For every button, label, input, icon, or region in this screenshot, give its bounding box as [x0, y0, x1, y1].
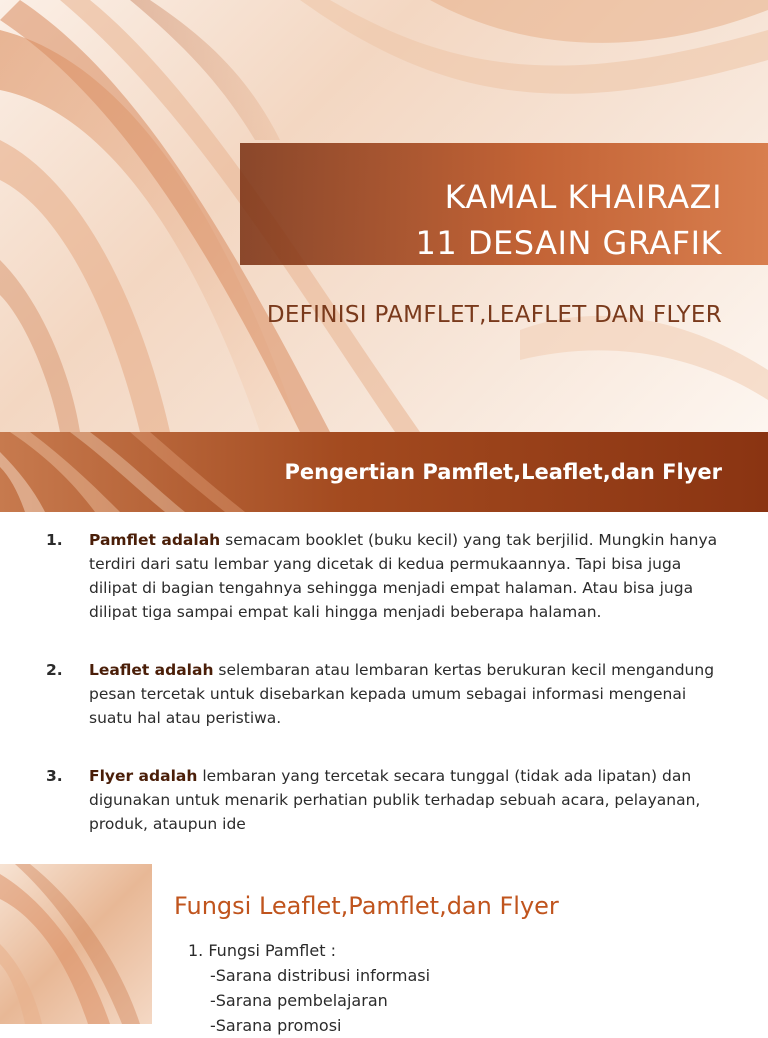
item-number: 1.: [46, 531, 63, 549]
slide-header: [0, 432, 768, 512]
item-description: selembaran atau lembaran kertas berukuran kecil mengandung pesan tercetak untuk disebarkan kepada umum sebagai informasi mengenai suatu hal atau peristiwa.: [89, 661, 715, 727]
list-item: -Sarana distribusi informasi: [210, 966, 431, 985]
list-item: [46, 528, 722, 624]
slide-title: Pengertian Pamflet,Leaflet,dan Flyer: [284, 460, 722, 484]
side-swirl-decoration: [0, 864, 152, 1024]
class-name: 11 DESAIN GRAFIK: [415, 224, 722, 262]
list-heading: 1. Fungsi Pamflet :: [188, 941, 336, 960]
item-number: 3.: [46, 767, 63, 785]
list-item: [46, 658, 722, 730]
slide-title: [415, 174, 722, 266]
item-description: semacam booklet (buku kecil) yang tak berjilid. Mungkin hanya terdiri dari satu lembar yang dicetak di kedua permukaannya. Tapi bisa juga dilipat di bagian tengahnya sehingga menjadi empat halaman. Atau bisa juga dilipat tiga sampai empat kali hingga menjadi beberapa halaman.: [89, 531, 718, 621]
list-item: [46, 764, 722, 836]
item-description: lembaran yang tercetak secara tunggal (tidak ada lipatan) dan digunakan untuk menarik perhatian publik terhadap sebuah acara, pelayanan, produk, ataupun ide: [89, 767, 701, 833]
item-text: [89, 764, 722, 836]
item-number: 2.: [46, 661, 63, 679]
item-text: [89, 528, 722, 624]
item-term: Leaflet adalah: [89, 661, 214, 679]
slide-title: Fungsi Leaflet,Pamflet,dan Flyer: [174, 892, 559, 920]
slide-subtitle: DEFINISI PAMFLET,LEAFLET DAN FLYER: [266, 302, 722, 328]
function-slide: [0, 864, 768, 1035]
list-item: -Sarana pembelajaran: [210, 991, 388, 1010]
side-decoration: [0, 864, 152, 1024]
list-item: -Sarana promosi: [210, 1016, 342, 1035]
item-term: Pamflet adalah: [89, 531, 221, 549]
item-text: [89, 658, 722, 730]
definition-list: [46, 528, 722, 870]
author-name: KAMAL KHAIRAZI: [444, 178, 722, 216]
function-list: [188, 938, 430, 1038]
definition-slide: [0, 432, 768, 864]
item-term: Flyer adalah: [89, 767, 198, 785]
title-slide: [0, 0, 768, 432]
